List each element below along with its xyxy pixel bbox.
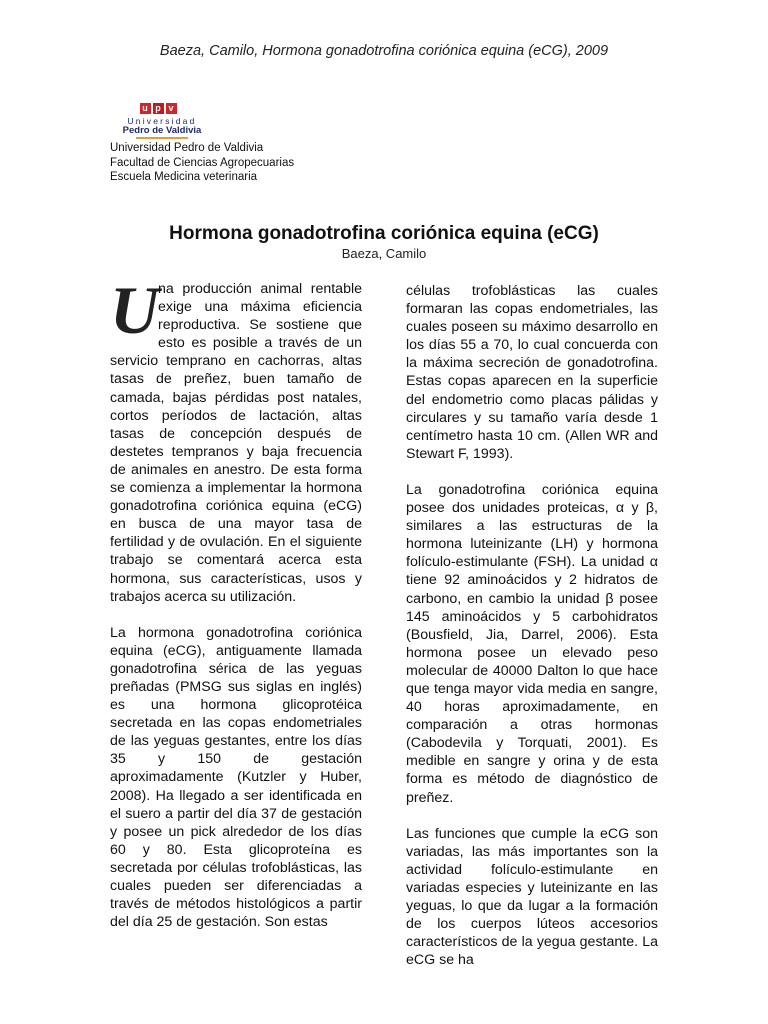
paper-author: Baeza, Camilo <box>341 246 427 261</box>
left-paragraph-2: La hormona gonadotrofina coriónica equina (eCG), antiguamente llamada gonadotrofina sérica de las yeguas preñadas (PMSG sus siglas en inglés) es una hormona glicoprotéica secretada en las copas endometriales de las yeguas gestantes, entre los días 35 y 150 de gestación aproximadamente (Kutzler y Huber, 2008). Ha llegado a ser identificada en el suero a partir del día 37 de gestación y posee un pick alrededor de los días 60 y 80. Esta glicoproteína es secretada por células trofoblásticas, las cuales pueden ser diferenciadas a través de métodos histológicos a partir del día 25 de gestación. Son estas <box>110 624 362 931</box>
affiliation-faculty: Facultad de Ciencias Agropecuarias <box>110 156 295 169</box>
right-paragraph-2: La gonadotrofina coriónica equina posee dos unidades proteicas, α y β, similares a las estructuras de la hormona luteinizante (LH) y hormona folículo-estimulante (FSH). La unidad α tiene 92 aminoácidos y 2 hidratos de carbono, en cambio la unidad β posee 145 aminoácidos y 5 carbohidratos (Bousfield, Jia, Darrel, 2006). Esta hormona posee un elevado peso molecular de 40000 Dalton lo que hace que tenga mayor vida media en sangre, 40 horas aproximadamente, en comparación a otras hormonas (Cabodevila y Torquati, 2001). Es medible en sangre y orina y de esta forma es método de diagnóstico de preñez. <box>406 481 658 806</box>
right-paragraph-3: Las funciones que cumple la eCG son variadas, las más importantes son la actividad folículo-estimulante en variadas especies y luteinizante en las yeguas, lo que da lugar a la formación de los cuerpos lúteos accesorios característicos de la yegua gestante. La eCG se ha <box>406 825 658 969</box>
running-header: Baeza, Camilo, Hormona gonadotrofina coriónica equina (eCG), 2009 <box>159 43 609 59</box>
logo-tiles <box>104 103 212 114</box>
left-paragraph-1-text: na producción animal rentable exige una máxima eficiencia reproductiva. Se sostiene que esto es posible a través de un servicio temprano en cachorras, altas tasas de preñez, buen tamaño de camada, bajas pérdidas post natales, cortos períodos de lactación, altas tasas de concepción después de destetes tempranos y baja frecuencia de animales en anestro. De esta forma se comienza a implementar la hormona gonadotrofina coriónica equina (eCG) en busca de una mayor tasa de fertilidad y de ovulación. En el siguiente trabajo se comentará acerca esta hormona, sus características, usos y trabajos acerca su utilización. <box>110 281 362 605</box>
logo-line-1: Universidad <box>127 116 197 126</box>
drop-cap: U <box>110 272 160 348</box>
affiliation-school: Escuela Medicina veterinaria <box>110 171 258 183</box>
paper-title: Hormona gonadotrofina coriónica equina (eCG) <box>169 223 599 244</box>
left-paragraph-1 <box>110 272 362 606</box>
logo-letter-p: p <box>153 103 164 114</box>
logo-letter-u: u <box>140 103 151 114</box>
logo-letter-v: v <box>166 103 177 114</box>
left-column <box>110 272 362 949</box>
logo-line-2: Pedro de Valdivia <box>122 125 202 136</box>
university-logo <box>112 103 212 143</box>
affiliation-university: Universidad Pedro de Valdivia <box>110 142 264 154</box>
right-paragraph-1: células trofoblásticas las cuales formaran las copas endometriales, las cuales poseen su máximo desarrollo en los días 55 a 70, lo cual concuerda con la máxima secreción de gonadotrofina. Estas copas aparecen en la superficie del endometrio como placas pálidas y circulares y su tamaño varía desde 1 centímetro hasta 10 cm. (Allen WR and Stewart F, 1993). <box>406 283 658 462</box>
logo-accent-bar <box>136 137 188 139</box>
affiliation-block <box>110 141 294 185</box>
right-column <box>406 282 658 987</box>
